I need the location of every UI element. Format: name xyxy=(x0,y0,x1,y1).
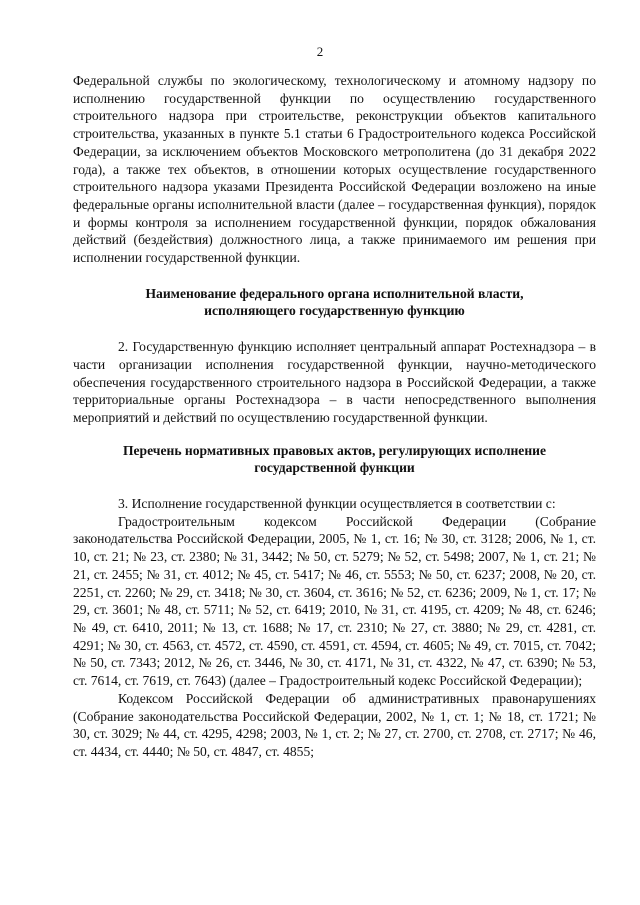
paragraph-koap: Кодексом Российской Федерации об административных правонарушениях (Собрание законодательства Российской Федерации, 2002, № 1, ст. 1; № 18, ст. 1721; № 30, ст. 3029; № 44, ст. 4295, 4298; 2003, № 1, ст. 2; № 27, ст. 2700, ст. 2708, ст. 2717; № 46, ст. 4434, ст. 4440; № 50, ст. 4847, ст. 4855; xyxy=(73,690,596,759)
paragraph-2: 2. Государственную функцию исполняет центральный аппарат Ростехнадзора – в части организации исполнения государственной функции, научно-методического обеспечения государственного строительного надзора в Российской Федерации, а также территориальные органы Ростехнадзора – в части непосредственного выполнения мероприятий и действий по осуществлению государственной функции. xyxy=(73,339,596,425)
section-heading-legal-acts-line-2: государственной функции xyxy=(254,460,415,476)
section-heading-authority-line-1: Наименование федерального органа исполнительной власти, xyxy=(145,285,524,301)
document-body xyxy=(73,72,596,761)
paragraph-gradcode: Градостроительным кодексом Российской Федерации (Собрание законодательства Российской Федерации, 2005, № 1, ст. 16; № 30, ст. 3128; 2006, № 1, ст. 10, ст. 21; № 23, ст. 2380; № 31, 3442; № 50, ст. 5279; № 52, ст. 5498; 2007, № 1, ст. 21; № 21, ст. 2455; № 31, ст. 4012; № 45, ст. 5417; № 46, ст. 5553; № 50, ст. 6237; 2008, № 20, ст. 2251, ст. 2260; № 29, ст. 3418; № 30, ст. 3604, ст. 3616; № 52, ст. 6236; 2009, № 1, ст. 17; № 29, ст. 3601; № 48, ст. 5711; № 52, ст. 6419; 2010, № 31, ст. 4195, ст. 4209; № 48, ст. 6246; № 49, ст. 6410, 2011; № 13, ст. 1688; № 17, ст. 2310; № 27, ст. 3880; № 29, ст. 4281, ст. 4291; № 30, ст. 4563, ст. 4572, ст. 4590, ст. 4591, ст. 4594, ст. 4605; № 49, ст. 7015, ст. 7042; № 50, ст. 7343; 2012, № 26, ст. 3446, № 30, ст. 4171, № 31, ст. 4322, № 47, ст. 6390; № 53, ст. 7614, ст. 7619, ст. 7643) (далее – Градостроительный кодекс Российской Федерации); xyxy=(73,513,596,689)
intro-paragraph: Федеральной службы по экологическому, технологическому и атомному надзору по исполнению государственной функции по осуществлению государственного строительного надзора при строительстве, реконструкции объектов капитального строительства, указанных в пункте 5.1 статьи 6 Градостроительного кодекса Российской Федерации, за исключением объектов Московского метрополитена (до 31 декабря 2022 года), а также тех объектов, в отношении которых осуществление государственного строительного надзора указами Президента Российской Федерации возложено на иные федеральные органы исполнительной власти (далее – государственная функция), порядок и формы контроля за исполнением государственной функции, порядок обжалования действий (бездействия) должностного лица, а также принимаемого им решения при исполнении государственной функции. xyxy=(73,73,596,266)
paragraph-3: 3. Исполнение государственной функции осуществляется в соответствии с: xyxy=(118,496,556,512)
section-heading-legal-acts-line-1: Перечень нормативных правовых актов, регулирующих исполнение xyxy=(122,442,547,458)
section-heading-authority-line-2: исполняющего государственную функцию xyxy=(204,303,465,319)
page-number: 2 xyxy=(316,44,324,59)
